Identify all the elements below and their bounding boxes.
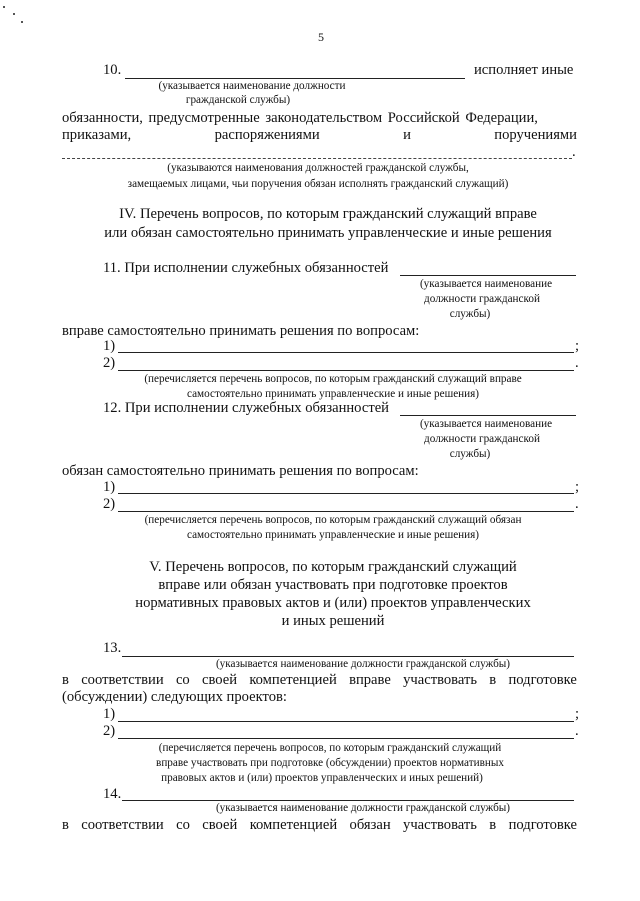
item-12-list-1-blank xyxy=(118,493,574,494)
item-13-list-2-marker: 2) xyxy=(103,723,116,739)
item-12-note-2: самостоятельно принимать управленческие и иные решения) xyxy=(186,529,480,541)
word: в xyxy=(62,672,69,688)
item-13-list-2-blank xyxy=(118,738,574,739)
page-number: 5 xyxy=(318,30,324,44)
item-14-hint: (указывается наименование должности гражданской службы) xyxy=(215,802,511,814)
item-13-number: 13. xyxy=(103,640,122,656)
word: приказами, xyxy=(62,127,132,143)
item-11-list-2-blank xyxy=(118,370,574,371)
item-13-list-1-marker: 1) xyxy=(103,706,116,722)
item-11-list-1-end: ; xyxy=(575,338,580,354)
item-13-note-3: правовых актов и (или) проектов управленческих и иных решений) xyxy=(161,772,483,784)
word: со xyxy=(176,817,190,833)
item-11-list-1-marker: 1) xyxy=(103,338,116,354)
item-13-line-1 xyxy=(62,672,577,689)
item-10-line-2 xyxy=(62,127,577,144)
section-5-title-3: нормативных правовых актов и (или) проектов управленческих xyxy=(135,595,531,611)
item-10-tail: исполняет иные xyxy=(474,62,574,78)
item-12-hint-2: должности гражданской xyxy=(424,433,540,445)
item-13-line-2: (обсуждении) следующих проектов: xyxy=(62,689,287,705)
word: обязан xyxy=(349,817,391,833)
item-12-list-1-end: ; xyxy=(575,479,580,495)
item-11-lead: 11. При исполнении служебных обязанностей xyxy=(103,260,389,276)
item-11-list-2-end: . xyxy=(575,355,579,371)
section-5-title-2: вправе или обязан участвовать при подготовке проектов xyxy=(158,577,508,593)
item-12-hint-1: (указывается наименование xyxy=(419,418,553,430)
item-11-hint-2: должности гражданской xyxy=(424,293,540,305)
word: в xyxy=(62,817,69,833)
item-14-number: 14. xyxy=(103,786,122,802)
word: со xyxy=(175,672,190,688)
word: в xyxy=(489,817,497,833)
word: участвовать xyxy=(403,672,477,688)
item-10-number: 10. xyxy=(103,62,122,78)
word: и xyxy=(403,127,411,143)
word: в xyxy=(489,672,497,688)
item-11-hint-3: службы) xyxy=(449,308,491,320)
word: поручениями xyxy=(494,127,577,143)
word: своей xyxy=(202,817,238,833)
item-12-list-2-end: . xyxy=(575,496,579,512)
word: подготовке xyxy=(508,672,577,688)
item-11-list-1-blank xyxy=(118,352,574,353)
item-10-hint-4: замещаемых лицами, чьи поручения обязан исполнять гражданский служащий) xyxy=(127,178,509,190)
word: вправе xyxy=(349,672,391,688)
item-12-list-2-marker: 2) xyxy=(103,496,116,512)
item-10-blank xyxy=(125,78,465,79)
item-12-after: обязан самостоятельно принимать решения по вопросам: xyxy=(62,463,419,479)
item-12-hint-3: службы) xyxy=(449,448,491,460)
item-11-hint-1: (указывается наименование xyxy=(419,278,553,290)
item-13-note-1: (перечисляется перечень вопросов, по которым гражданский служащий xyxy=(158,742,502,754)
item-11-note-1: (перечисляется перечень вопросов, по которым гражданский служащий вправе xyxy=(144,373,522,385)
item-13-note-2: вправе участвовать при подготовке (обсуждении) проектов нормативных xyxy=(156,757,504,769)
word: соответствии xyxy=(81,817,164,833)
item-13-hint: (указывается наименование должности гражданской службы) xyxy=(215,658,511,670)
item-12-note-1: (перечисляется перечень вопросов, по которым гражданский служащий обязан xyxy=(144,514,522,526)
item-11-list-2-marker: 2) xyxy=(103,355,116,371)
word: подготовке xyxy=(508,817,577,833)
item-12-lead: 12. При исполнении служебных обязанностей xyxy=(103,400,389,416)
item-12-list-2-blank xyxy=(118,511,574,512)
word: соответствии xyxy=(81,672,164,688)
word: участвовать xyxy=(403,817,477,833)
word: распоряжениями xyxy=(214,127,320,143)
item-10-blank-2 xyxy=(62,158,572,159)
item-10-line-1: обязанности, предусмотренные законодательством Российской Федерации, xyxy=(62,110,538,126)
item-13-blank xyxy=(122,656,574,657)
item-10-hint-1: (указывается наименование должности xyxy=(158,80,346,92)
item-13-list-2-end: . xyxy=(575,723,579,739)
word: компетенцией xyxy=(249,817,338,833)
section-5-title-1: V. Перечень вопросов, по которым гражданский служащий xyxy=(149,559,517,575)
item-11-after: вправе самостоятельно принимать решения по вопросам: xyxy=(62,323,420,339)
item-10-hint-2: гражданской службы) xyxy=(185,94,291,106)
item-12-list-1-marker: 1) xyxy=(103,479,116,495)
item-10-period: . xyxy=(572,144,576,160)
item-14-blank xyxy=(122,800,574,801)
item-13-list-1-end: ; xyxy=(575,706,580,722)
item-12-blank xyxy=(400,415,576,416)
item-11-blank xyxy=(400,275,576,276)
section-4-title-2: или обязан самостоятельно принимать управленческие и иные решения xyxy=(104,225,552,241)
section-5-title-4: и иных решений xyxy=(281,613,385,629)
word: компетенцией xyxy=(249,672,337,688)
word: своей xyxy=(202,672,238,688)
section-4-title-1: IV. Перечень вопросов, по которым гражданский служащий вправе xyxy=(119,206,537,222)
item-11-note-2: самостоятельно принимать управленческие и иные решения) xyxy=(186,388,480,400)
item-10-hint-3: (указываются наименования должностей гражданской службы, xyxy=(167,162,469,174)
item-14-line-1 xyxy=(62,817,577,834)
item-13-list-1-blank xyxy=(118,721,574,722)
